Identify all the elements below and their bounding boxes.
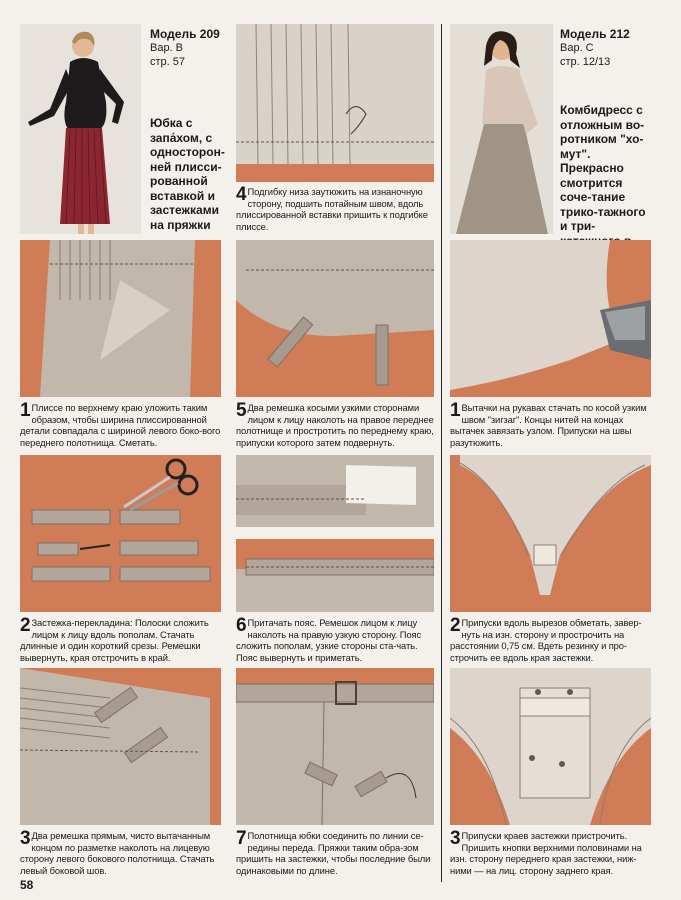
model-209-variant: Вар. В xyxy=(150,42,184,54)
step-1-number: 1 xyxy=(20,400,31,421)
step-3-number: 3 xyxy=(20,828,31,849)
step-6a-photo xyxy=(236,455,434,527)
step-6b-photo xyxy=(236,539,434,612)
step-7-text: Полотнища юбки соединить по линии се-редины переда. Пряжки таким обра-зом пришить на застежки, чтобы последние были одинаковыми по длине. xyxy=(236,830,431,876)
right-step-3-text: Припуски краев застежки пристрочить. Пришить кнопки верхними половинами на изн. сторону переднего края застежки, ниж-ними — на лиц. сторону заднего края. xyxy=(450,830,642,876)
right-step-3-photo xyxy=(450,668,651,825)
step-3-text: Два ремешка прямым, чисто вытачанным концом по разметке наколоть на лицевую сторону левого бокового полотнища. Стачать левый боковой шов. xyxy=(20,830,215,876)
step-4-number: 4 xyxy=(236,184,247,205)
right-step-1-number: 1 xyxy=(450,400,461,421)
step-6-caption xyxy=(236,617,436,663)
step-2-caption xyxy=(20,617,224,663)
page-number: 58 xyxy=(20,878,34,892)
model-212-photo xyxy=(450,24,553,234)
right-step-3-caption xyxy=(450,830,654,876)
model-212-variant: Вар. С xyxy=(560,42,594,54)
step-1-caption xyxy=(20,402,224,448)
right-step-1-text: Вытачки на рукавах стачать по косой узким швом "зигзаг". Концы нитей на концах вытачек завязать узлом. Припуски на швы разутюжить. xyxy=(450,402,647,448)
step-4-photo xyxy=(236,24,434,182)
model-212-page-ref: стр. 12/13 xyxy=(560,56,611,68)
model-209-page-ref: стр. 57 xyxy=(150,56,186,68)
step-6-number: 6 xyxy=(236,615,247,636)
step-4-caption xyxy=(236,186,436,232)
model-209-photo xyxy=(20,24,141,234)
step-4-text: Подгибку низа заутюжить на изнаночную сторону, подшить потайным швом, вдоль плиссированной вставки пришить к подгибке плиссе. xyxy=(236,186,428,232)
step-5-text: Два ремешка косыми узкими сторонами лицом к лицу наколоть на правое переднее полотнище и простротить по переднему краю, припуски которого затем подвернуть. xyxy=(236,402,434,448)
step-3-caption xyxy=(20,830,224,876)
step-2-number: 2 xyxy=(20,615,31,636)
right-step-2-text: Припуски вдоль вырезов обметать, завер-нуть на изн. сторону и прострочить на расстоянии 0,75 см. Вдеть резинку и про-строчить ее вдоль края застежки. xyxy=(450,617,642,663)
step-3-photo xyxy=(20,668,221,825)
right-step-1-caption xyxy=(450,402,654,448)
model-212-title: Модель 212 xyxy=(560,27,630,41)
step-2-photo xyxy=(20,455,221,612)
step-2-text: Застежка-перекладина: Полоски сложить лицом к лицу вдоль пополам. Стачать длинные и один короткий срезы. Ремешки вывернуть, края отстрочить в край. xyxy=(20,617,209,663)
step-5-caption xyxy=(236,402,436,448)
column-divider xyxy=(441,24,442,882)
right-step-2-number: 2 xyxy=(450,615,461,636)
step-1-photo xyxy=(20,240,221,397)
step-7-photo xyxy=(236,668,434,825)
step-6-text: Притачать пояс. Ремешок лицом к лицу наколоть на правую узкую сторону. Пояс сложить пополам, узкие стороны ста-чать. Пояс вывернуть и приметать. xyxy=(236,617,422,663)
step-7-number: 7 xyxy=(236,828,247,849)
right-step-2-caption xyxy=(450,617,654,663)
step-7-caption xyxy=(236,830,436,876)
model-209-title: Модель 209 xyxy=(150,27,220,41)
model-212-description: Комбидресс с отложным во-ротником "хо-мут". Прекрасно смотрится соче-тание трико-тажного и три- xyxy=(560,103,646,233)
step-1-text: Плиссе по верхнему краю уложить таким образом, чтобы ширина плиссированной детали совпадала с шириной левого боко-вого переднего полотнища. Сметать. xyxy=(20,402,221,448)
right-step-2-photo xyxy=(450,455,651,612)
step-5-number: 5 xyxy=(236,400,247,421)
step-5-photo xyxy=(236,240,434,397)
model-209-description: Юбка с запа́хом, с односторон-ней плисси-рованной вставкой и застежками на пряжки xyxy=(150,116,225,232)
right-step-1-photo xyxy=(450,240,651,397)
right-step-3-number: 3 xyxy=(450,828,461,849)
